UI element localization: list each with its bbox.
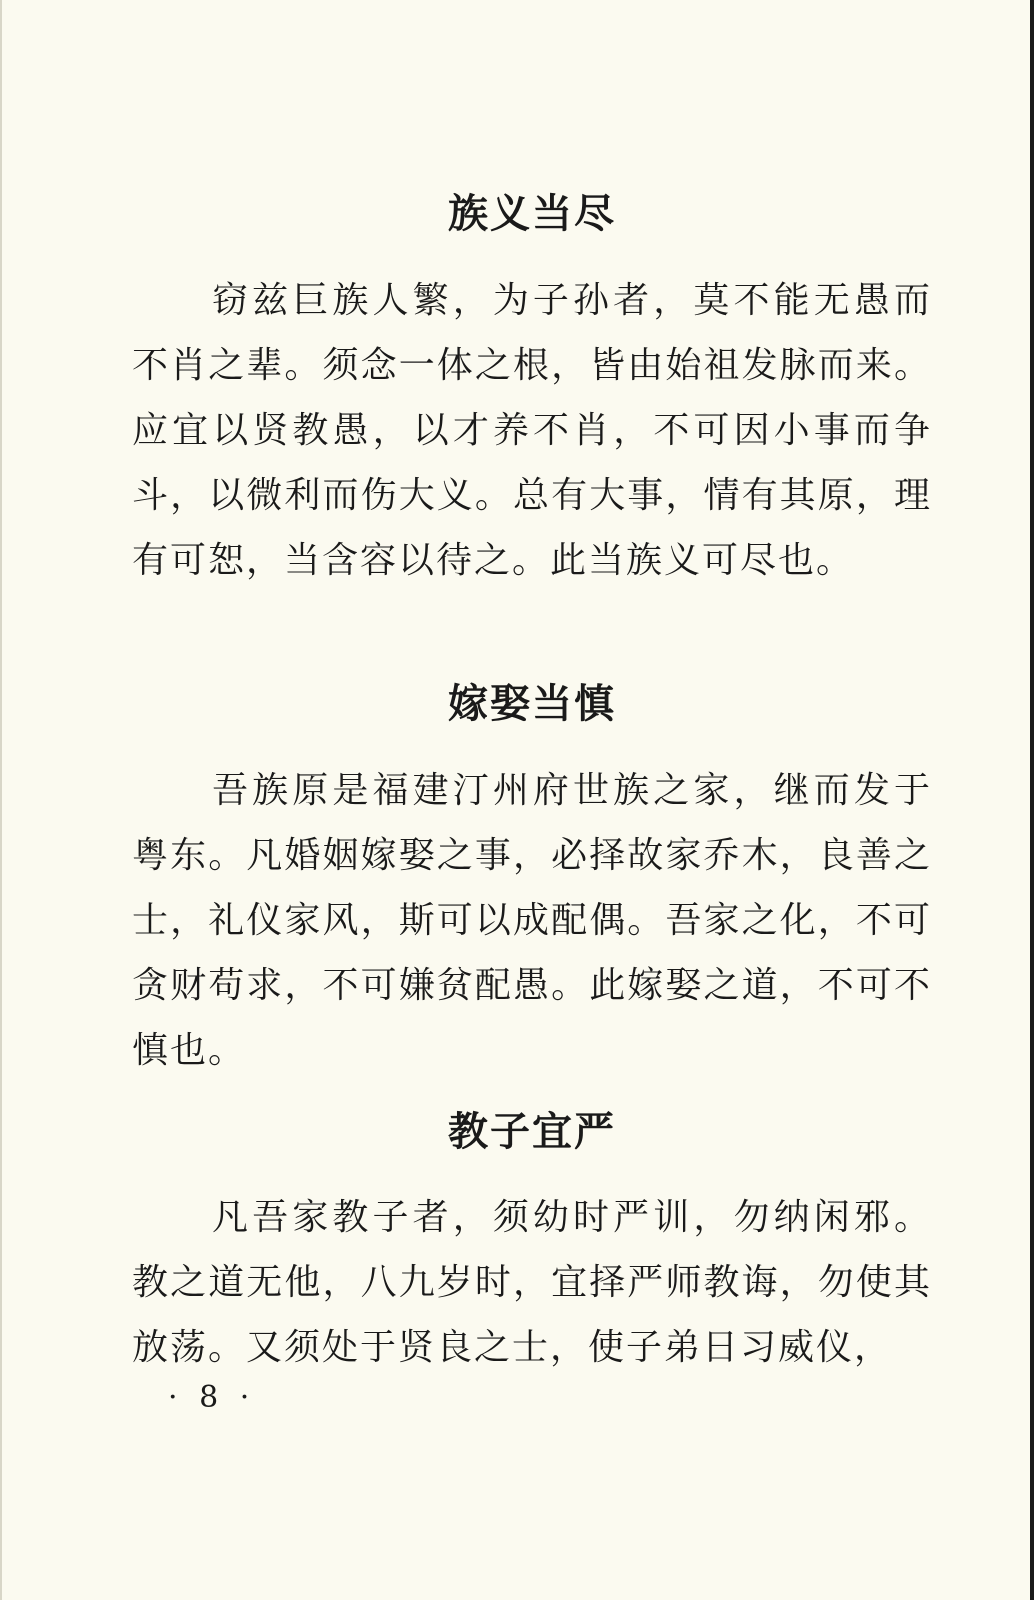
section-text-jiaozi: 凡吾家教子者，须幼时严训，勿纳闲邪。教之道无他，八九岁时，宜择严师教诲，勿使其放荡。又须处于贤良之士，使子弟日习威仪， bbox=[132, 1197, 932, 1368]
page-left-edge bbox=[0, 0, 2, 1600]
section-text-jiaqu: 吾族原是福建汀州府世族之家，继而发于粤东。凡婚姻嫁娶之事，必择故家乔木，良善之士，礼仪家风，斯可以成配偶。吾家之化，不可贪财苟求，不可嫌贫配愚。此嫁娶之道，不可不慎也。 bbox=[132, 770, 932, 1071]
section-title-zuyi: 族义当尽 bbox=[448, 191, 616, 237]
section-title-jiaqu: 嫁娶当慎 bbox=[448, 681, 616, 727]
page-right-edge bbox=[1030, 0, 1034, 1600]
page-number: · 8 · bbox=[168, 1380, 256, 1415]
section-title-jiaozi: 教子宜严 bbox=[448, 1109, 616, 1155]
section-text-zuyi: 窃兹巨族人繁，为子孙者，莫不能无愚而不肖之辈。须念一体之根，皆由始祖发脉而来。应宜以贤教愚，以才养不肖，不可因小事而争斗，以微利而伤大义。总有大事，情有其原，理有可恕，当含容以待之。此当族义可尽也。 bbox=[132, 280, 932, 581]
